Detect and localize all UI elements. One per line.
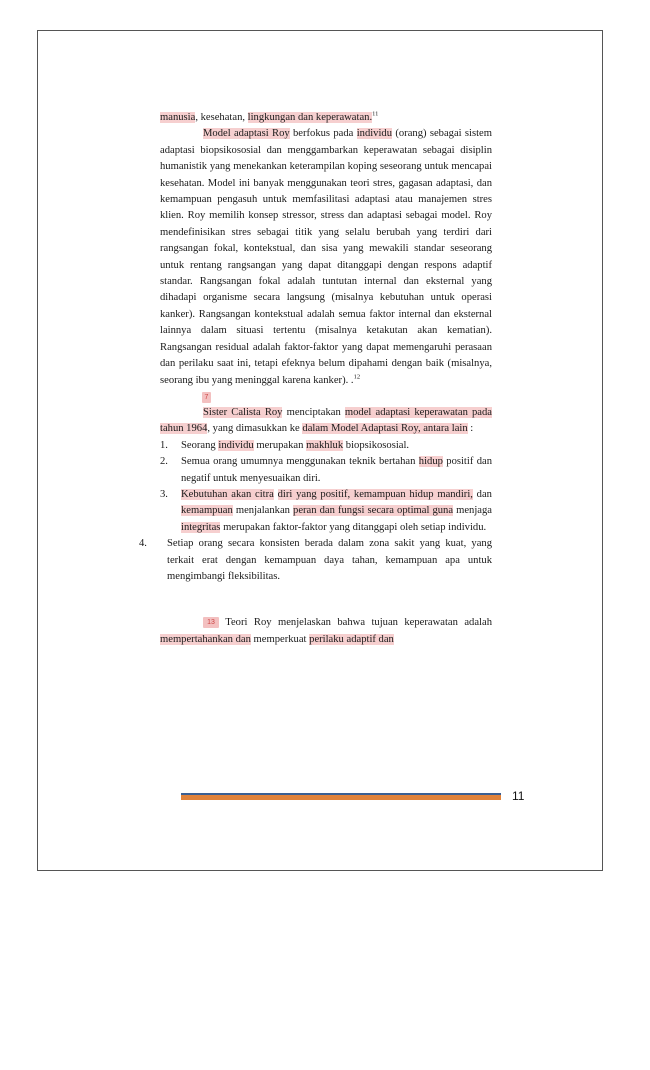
highlight[interactable]: integritas xyxy=(181,521,221,533)
highlight[interactable]: diri yang positif, kemampuan hidup mandiri, xyxy=(277,488,473,500)
highlight[interactable]: mempertahankan dan xyxy=(160,633,251,645)
numbered-list xyxy=(160,438,492,536)
highlight[interactable]: manusia xyxy=(160,112,196,123)
annotation-row xyxy=(160,392,492,403)
list-item: 3. Kebutuhan akan citra diri yang positif, kemampuan hidup mandiri, dan kemampuan menjalankan peran dan fungsi secara optimal guna menjaga integritas merupakan faktor-faktor yang ditanggapi oleh setiap individu. xyxy=(160,488,492,533)
highlight[interactable]: kemampuan xyxy=(181,505,233,517)
highlight[interactable]: lingkungan dan keperawatan. xyxy=(247,112,373,123)
highlight[interactable]: Sister Calista Roy xyxy=(203,406,283,418)
model-paragraph: Model adaptasi Roy berfokus pada individu (orang) sebagai sistem adaptasi biopsikososial dan menggambarkan keperawatan sebagai disiplin humanistik yang menekankan keterampilan koping seseorang untuk mencapai kesehatan. Model ini banyak menggunakan teori stres, gagasan adaptasi, dan kemampuan pengasuh untuk memfasilitasi adaptasi atau manajemen stres klien. Roy memilih konsep stressor, stress dan adaptasi sebagai model. Roy mendefinisikan stres sebagai titik yang selalu berubah yang terdiri dari rangsangan fokal, kontekstual, dan sisa yang mewakili standar seseorang untuk rentang rangsangan yang dapat ditanggapi dengan respons adaptif standar. Rangsangan fokal adalah tuntutan internal dan eksternal yang dihadapi organisme secara langsung (misalnya kebutuhan untuk operasi kanker). Rangsangan kontekstual adalah semua faktor internal dan eksternal lainnya dalam situasi tertentu (misalnya ketakutan akan kematian). Rangsangan residual adalah faktor-faktor yang dapat memengaruhi perasaan dan perilaku saat ini, tetapi efeknya belum dipahami dengan baik (misalnya, seorang ibu yang meninggal karena kanker). .$^{12}$ xyxy=(160,128,493,386)
highlight[interactable]: peran dan fungsi secara optimal guna xyxy=(293,505,454,517)
footnote-ref[interactable]: 11 xyxy=(372,110,379,118)
list-item: 2. Semua orang umumnya menggunakan teknik bertahan hidup positif dan negatif untuk menyesuaikan diri. xyxy=(160,456,492,484)
list-item: 4. Setiap orang secara konsisten berada dalam zona sakit yang kuat, yang terkait erat dengan kemampuan daya tahan, kemampuan apa untuk mengimbangi fleksibilitas. xyxy=(139,538,492,582)
footer-rule xyxy=(181,793,501,800)
highlight[interactable]: individu xyxy=(356,128,393,140)
sister-paragraph: Sister Calista Roy menciptakan model adaptasi keperawatan pada tahun 1964, yang dimasukkan ke dalam Model Adaptasi Roy, antara lain : xyxy=(160,406,493,435)
annotation-marker-13[interactable]: 13 xyxy=(203,617,219,628)
intro-paragraph: manusia, kesehatan, lingkungan dan keperawatan.$^{11}$ xyxy=(160,110,379,123)
highlight[interactable]: individu xyxy=(218,439,254,451)
list-item: 1. Seorang individu merupakan makhluk biopsikososial. xyxy=(160,439,410,451)
highlight[interactable]: Model adaptasi Roy xyxy=(203,128,290,140)
highlight[interactable]: model adaptasi keperawatan pada tahun 1964 xyxy=(160,406,493,435)
highlight[interactable]: makhluk xyxy=(306,439,344,451)
teori-paragraph: 13 Teori Roy menjelaskan bahwa tujuan keperawatan adalah mempertahankan dan memperkuat perilaku adaptif dan xyxy=(160,617,492,645)
highlight[interactable]: dalam Model Adaptasi Roy, antara lain xyxy=(302,423,468,435)
highlight[interactable]: hidup xyxy=(418,456,443,468)
annotation-marker-7[interactable]: 7 xyxy=(202,392,211,403)
footnote-ref[interactable]: 12 xyxy=(353,372,361,380)
page-number: 11 xyxy=(512,789,525,803)
highlight[interactable]: Kebutuhan akan citra xyxy=(181,488,274,500)
spacer xyxy=(160,585,492,615)
page-body xyxy=(139,110,493,648)
highlight[interactable]: perilaku adaptif dan xyxy=(309,633,394,645)
